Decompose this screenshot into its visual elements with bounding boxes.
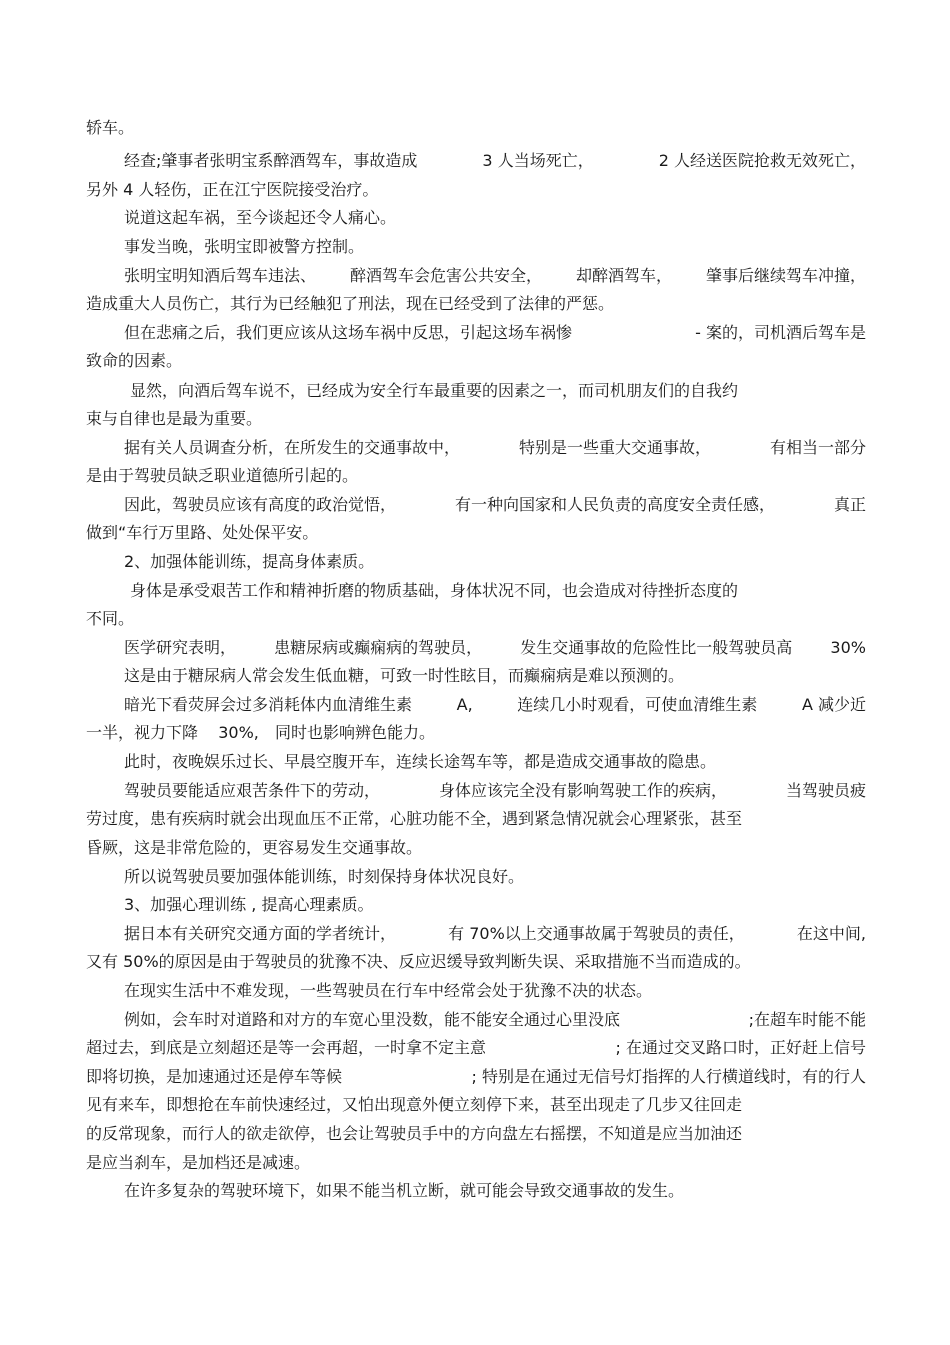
- text-segment: 当驾驶员疲: [785, 781, 866, 800]
- section-heading: 3、加强心理训练 , 提高心理素质。: [124, 895, 374, 914]
- text-segment: 经查;肇事者张明宝系醉酒驾车，事故造成: [124, 151, 418, 170]
- text-line: 事发当晚，张明宝即被警方控制。: [124, 237, 365, 256]
- text-line: 致命的因素。: [86, 351, 183, 370]
- text-segment: 例如，会车时对道路和对方的车宽心里没数，能不能安全通过心里没底: [124, 1010, 621, 1029]
- text-line: 在许多复杂的驾驶环境下，如果不能当机立断，就可能会导致交通事故的发生。: [124, 1181, 685, 1200]
- section-heading: 2、加强体能训练，提高身体素质。: [124, 552, 375, 571]
- text-line: 在现实生活中不难发现，一些驾驶员在行车中经常会处于犹豫不决的状态。: [124, 981, 653, 1000]
- text-line: 是应当刹车，是加档还是减速。: [86, 1153, 311, 1172]
- text-line: 不同。: [86, 609, 135, 628]
- text-segment: 真正: [833, 495, 866, 514]
- text-line: 造成重大人员伤亡，其行为已经触犯了刑法，现在已经受到了法律的严惩。: [86, 294, 615, 313]
- text-segment: 据日本有关研究交通方面的学者统计，: [124, 924, 397, 943]
- text-segment: 一半，视力下降: [86, 723, 199, 742]
- text-line: 束与自律也是最为重要。: [86, 409, 263, 428]
- text-line: 见有来车，即想抢在车前快速经过，又怕出现意外便立刻停下来，甚至出现走了几步又往回走: [86, 1095, 743, 1114]
- text-line: 是由于驾驶员缺乏职业道德所引起的。: [86, 466, 359, 485]
- text-segment: 醉酒驾车会危害公共安全，: [349, 266, 542, 285]
- text-segment: 同时也影响辨色能力。: [275, 723, 436, 742]
- text-line: 此时，夜晚娱乐过长、早晨空腹开车，连续长途驾车等，都是造成交通事故的隐患。: [124, 752, 717, 771]
- text-segment: 驾驶员要能适应艰苦条件下的劳动，: [124, 781, 381, 800]
- text-line: 昏厥，这是非常危险的，更容易发生交通事故。: [86, 838, 423, 857]
- text-line: [124, 151, 866, 171]
- text-segment: 据有关人员调查分析，在所发生的交通事故中，: [124, 438, 461, 457]
- text-line: [124, 781, 866, 801]
- text-segment: 暗光下看荧屏会过多消耗体内血清维生素: [124, 695, 413, 714]
- text-line: [124, 323, 866, 343]
- text-segment: 2 人经送医院抢救无效死亡，: [658, 151, 866, 170]
- text-segment: 但在悲痛之后，我们更应该从这场车祸中反思，引起这场车祸惨: [124, 323, 573, 342]
- text-segment: ; 在通过交叉路口时，正好赶上信号: [615, 1038, 866, 1057]
- text-line: [124, 924, 866, 944]
- text-segment: 医学研究表明，: [124, 638, 237, 657]
- text-line: [124, 1010, 866, 1030]
- text-segment: 却醉酒驾车，: [575, 266, 672, 285]
- text-segment: 30%: [830, 638, 866, 657]
- text-segment: 有相当一部分: [769, 438, 866, 457]
- text-segment: 在这中间,: [796, 924, 866, 943]
- text-segment: 有一种向国家和人民负责的高度安全责任感，: [454, 495, 775, 514]
- text-segment: A 减少近: [801, 695, 866, 714]
- text-line: 显然，向酒后驾车说不，已经成为安全行车最重要的因素之一，而司机朋友们的自我约: [130, 381, 739, 400]
- text-line: 劳过度，患有疾病时就会出现血压不正常，心脏功能不全，遇到紧急情况就会心理紧张，甚至: [86, 809, 743, 828]
- text-line: [86, 1067, 866, 1087]
- text-segment: 因此，驾驶员应该有高度的政治觉悟，: [124, 495, 397, 514]
- text-segment: A,: [456, 695, 473, 714]
- text-line: [124, 438, 866, 458]
- text-segment: 特别是一些重大交通事故，: [518, 438, 711, 457]
- text-segment: 3 人当场死亡，: [482, 151, 594, 170]
- text-segment: 即将切换，是加速通过还是停车等候: [86, 1067, 343, 1086]
- text-segment: 30%,: [218, 723, 259, 742]
- text-segment: ; 特别是在通过无信号灯指挥的人行横道线时，有的行人: [471, 1067, 866, 1086]
- text-segment: 超过去，到底是立刻超还是等一会再超，一时拿不定主意: [86, 1038, 487, 1057]
- text-segment: 有 70%以上交通事故属于驾驶员的责任，: [448, 924, 745, 943]
- text-segment: 张明宝明知酒后驾车违法、: [124, 266, 317, 285]
- text-segment: ;在超车时能不能: [748, 1010, 866, 1029]
- text-segment: - 案的，司机酒后驾车是: [695, 323, 866, 342]
- text-line: 另外 4 人轻伤，正在江宁医院接受治疗。: [86, 180, 379, 199]
- text-line: 做到“车行万里路、处处保平安。: [86, 523, 319, 542]
- text-line: [124, 266, 866, 286]
- text-line: [86, 1038, 866, 1058]
- text-segment: 连续几小时观看，可使血清维生素: [517, 695, 758, 714]
- text-line: [124, 638, 866, 658]
- text-line: 这是由于糖尿病人常会发生低血糖，可致一时性眩目，而癫痫病是难以预测的。: [124, 666, 685, 685]
- text-line: 所以说驾驶员要加强体能训练，时刻保持身体状况良好。: [124, 867, 525, 886]
- text-segment: 肇事后继续驾车冲撞，: [705, 266, 866, 285]
- text-line: 轿车。: [86, 118, 135, 137]
- text-line: 的反常现象，而行人的欲走欲停，也会让驾驶员手中的方向盘左右摇摆，不知道是应当加油还: [86, 1124, 743, 1143]
- text-line: 身体是承受艰苦工作和精神折磨的物质基础，身体状况不同，也会造成对待挫折态度的: [130, 581, 739, 600]
- text-line: [124, 495, 866, 515]
- text-segment: 发生交通事故的危险性比一般驾驶员高: [520, 638, 793, 657]
- text-line: [86, 723, 866, 743]
- text-line: 说道这起车祸，至今谈起还令人痛心。: [124, 208, 397, 227]
- text-segment: 身体应该完全没有影响驾驶工作的疾病，: [438, 781, 727, 800]
- text-line: [124, 695, 866, 715]
- text-segment: 患糖尿病或癫痫病的驾驶员，: [274, 638, 483, 657]
- text-line: 又有 50%的原因是由于驾驶员的犹豫不决、反应迟缓导致判断失误、采取措施不当而造成的。: [86, 952, 751, 971]
